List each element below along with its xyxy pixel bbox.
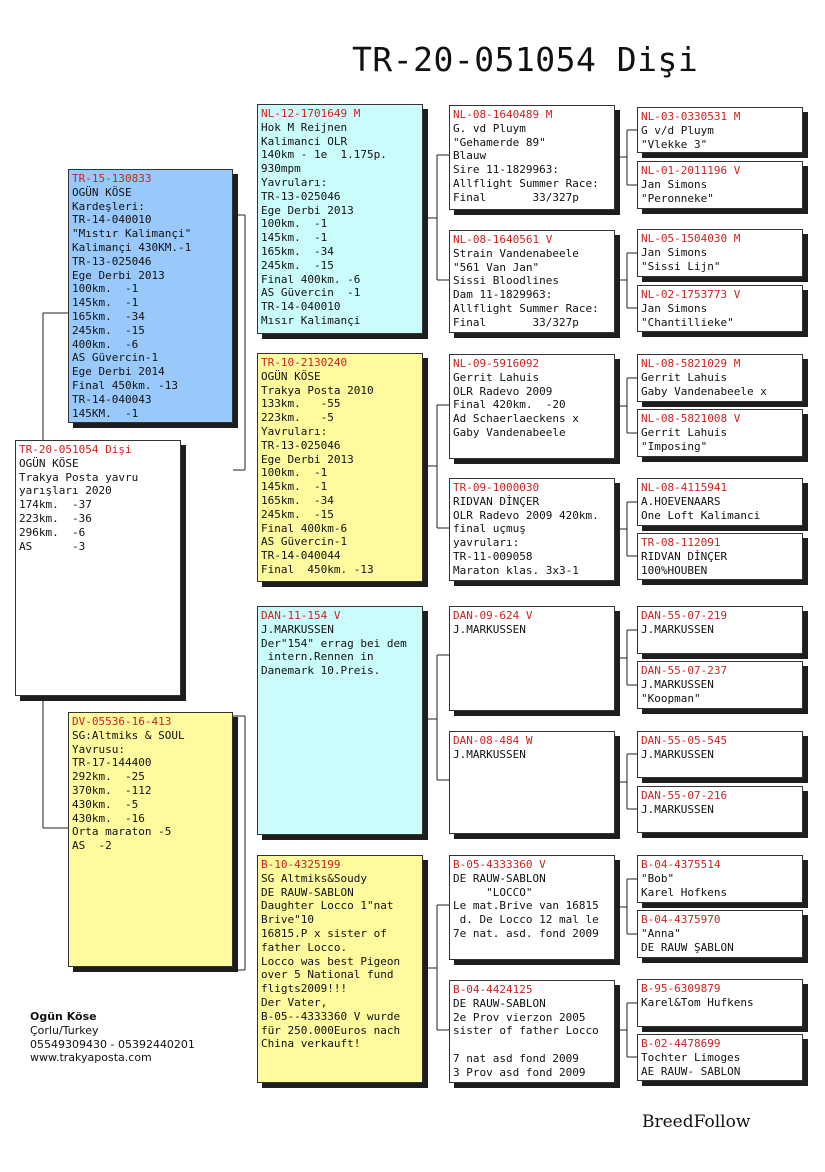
ring-number: DAN-09-624 V bbox=[453, 609, 533, 622]
card-text-line: fligts2009!!! bbox=[261, 982, 348, 996]
card-text-line: 223km. -36 bbox=[19, 511, 92, 525]
pedigree-card-ssd bbox=[449, 230, 615, 333]
card-text-line: Maraton klas. 3x3-1 bbox=[453, 563, 579, 577]
card-text-line: Locco was best Pigeon bbox=[261, 954, 401, 968]
card-text-line: SG Altmiks&Soudy bbox=[261, 871, 367, 885]
ring-number: NL-03-0330531 M bbox=[641, 110, 741, 123]
pedigree-card-subject bbox=[15, 440, 181, 696]
card-text-line: Hok M Reijnen bbox=[261, 120, 348, 134]
pedigree-card-sire bbox=[68, 169, 233, 423]
card-text-line: J.MARKUSSEN bbox=[453, 747, 526, 761]
pedigree-card-g2 bbox=[637, 161, 803, 209]
card-text-line: 3 Prov asd fond 2009 bbox=[453, 1065, 586, 1079]
card-text-line: TR-13-025046 bbox=[261, 189, 341, 203]
card-text-line: Karel&Tom Hufkens bbox=[641, 995, 754, 1009]
card-text-line: 100km. -1 bbox=[261, 217, 328, 231]
ring-number: DAN-55-07-219 bbox=[641, 609, 728, 622]
card-text-line: 930mpm bbox=[261, 162, 301, 176]
card-text-line: "Bob" bbox=[641, 871, 675, 885]
pedigree-card-g4 bbox=[637, 285, 803, 332]
card-text-line: 245km. -15 bbox=[261, 258, 334, 272]
pedigree-card-g3 bbox=[637, 229, 803, 277]
pedigree-card-g7 bbox=[637, 478, 803, 526]
card-text-line: Ege Derbi 2013 bbox=[261, 203, 354, 217]
card-text-line: Ege Derbi 2013 bbox=[261, 452, 354, 466]
card-text-line: 100km. -1 bbox=[261, 466, 328, 480]
card-text-line: Allflight Summer Race: bbox=[453, 176, 599, 190]
card-text-line: One Loft Kalimanci bbox=[641, 508, 761, 522]
card-text-line: OLR Radevo 2009 bbox=[453, 384, 553, 398]
card-text-line: 145km. -1 bbox=[261, 480, 328, 494]
card-text-line: 245km. -15 bbox=[261, 507, 334, 521]
card-text-line: Tochter Limoges bbox=[641, 1050, 741, 1064]
card-text-line: 370km. -112 bbox=[72, 783, 152, 797]
card-text-line: 100km. -1 bbox=[72, 282, 139, 296]
ring-number: DAN-08-484 W bbox=[453, 734, 533, 747]
card-text-line: Gerrit Lahuis bbox=[641, 425, 728, 439]
pedigree-card-g10 bbox=[637, 661, 803, 709]
card-text-line: Trakya Posta 2010 bbox=[261, 383, 374, 397]
ring-number: NL-08-1640489 M bbox=[453, 108, 553, 121]
pedigree-card-g9 bbox=[637, 606, 803, 654]
pedigree-card-g13 bbox=[637, 855, 803, 903]
card-text-line: Sissi Bloodlines bbox=[453, 274, 559, 288]
card-text-line: 145km. -1 bbox=[72, 296, 139, 310]
card-text-line: TR-14-040010 bbox=[261, 300, 341, 314]
ring-number: DV-05536-16-413 bbox=[72, 715, 172, 728]
card-text-line: OGÜN KÖSE bbox=[19, 456, 79, 470]
card-text-line: J.MARKUSSEN bbox=[641, 677, 714, 691]
card-text-line: 296km. -6 bbox=[19, 525, 86, 539]
card-text-line: 174km. -37 bbox=[19, 498, 92, 512]
card-text-line: intern.Rennen in bbox=[261, 650, 374, 664]
pedigree-card-sd bbox=[257, 353, 423, 582]
card-text-line: 145km. -1 bbox=[261, 231, 328, 245]
card-text-line: für 250.000Euros nach bbox=[261, 1023, 401, 1037]
card-text-line: Kalimançi 430KM.-1 bbox=[72, 240, 192, 254]
pedigree-card-g1 bbox=[637, 107, 803, 153]
card-text-line: Final 400km-6 bbox=[261, 521, 348, 535]
card-text-line: TR-13-025046 bbox=[261, 438, 341, 452]
card-text-line: 292km. -25 bbox=[72, 770, 145, 784]
ring-number: NL-08-4115941 bbox=[641, 481, 728, 494]
card-text-line: sister of father Locco bbox=[453, 1024, 599, 1038]
card-text-line: TR-14-040043 bbox=[72, 392, 152, 406]
card-text-line: 100%HOUBEN bbox=[641, 563, 708, 577]
ring-number: B-02-4478699 bbox=[641, 1037, 721, 1050]
card-text-line: Gaby Vandenabeele x bbox=[641, 384, 767, 398]
card-text-line: B-05--4333360 V wurde bbox=[261, 1009, 401, 1023]
card-text-line: Mısır Kalimançi bbox=[261, 313, 361, 327]
pedigree-card-g15 bbox=[637, 979, 803, 1027]
card-text-line: J.MARKUSSEN bbox=[261, 622, 334, 636]
card-text-line: "561 Van Jan" bbox=[453, 260, 540, 274]
card-text-line: Final 450km. -13 bbox=[72, 378, 178, 392]
pedigree-card-ss bbox=[257, 104, 423, 334]
card-text-line: "Koopman" bbox=[641, 691, 701, 705]
card-text-line: J.MARKUSSEN bbox=[453, 622, 526, 636]
card-text-line: over 5 National fund bbox=[261, 968, 394, 982]
pedigree-card-sss bbox=[449, 105, 615, 210]
ring-number: B-04-4375970 bbox=[641, 913, 721, 926]
card-text-line: father Locco. bbox=[261, 940, 348, 954]
pedigree-card-dss bbox=[449, 606, 615, 711]
pedigree-card-g5 bbox=[637, 354, 803, 402]
breeder-city: Çorlu/Turkey bbox=[30, 1023, 99, 1037]
card-text-line: Danemark 10.Preis. bbox=[261, 664, 381, 678]
card-text-line: Yavruları: bbox=[261, 175, 328, 189]
card-text-line: 400km. -6 bbox=[72, 337, 139, 351]
card-text-line: Yavrusu: bbox=[72, 742, 125, 756]
breeder-phone: 05549309430 - 05392440201 bbox=[30, 1037, 195, 1051]
card-text-line: final uçmuş bbox=[453, 522, 526, 536]
card-text-line: TR-17-144400 bbox=[72, 756, 152, 770]
card-text-line: 7e nat. asd. fond 2009 bbox=[453, 926, 599, 940]
card-text-line: Dam 11-1829963: bbox=[453, 288, 553, 302]
card-text-line: 430km. -5 bbox=[72, 797, 139, 811]
card-text-line: Le mat.Brive van 16815 bbox=[453, 899, 599, 913]
card-text-line: Jan Simons bbox=[641, 245, 708, 259]
card-text-line: Final 420km. -20 bbox=[453, 398, 566, 412]
card-text-line: Ege Derbi 2013 bbox=[72, 268, 165, 282]
ring-number: DAN-11-154 V bbox=[261, 609, 341, 622]
ring-number: NL-08-5821008 V bbox=[641, 412, 741, 425]
ring-number: TR-10-2130240 bbox=[261, 356, 348, 369]
card-text-line: 165km. -34 bbox=[261, 244, 334, 258]
card-text-line: RIDVAN DİNÇER bbox=[641, 549, 728, 563]
card-text-line: Daughter Locco 1"nat bbox=[261, 899, 394, 913]
pedigree-card-ds bbox=[257, 606, 423, 835]
ring-number: NL-08-1640561 V bbox=[453, 233, 553, 246]
card-text-line: Der"154" errag bei dem bbox=[261, 636, 407, 650]
card-text-line: Blauw bbox=[453, 149, 487, 163]
pedigree-card-sds bbox=[449, 354, 615, 459]
card-text-line: TR-11-009058 bbox=[453, 549, 533, 563]
card-text-line: OGÜN KÖSE bbox=[72, 185, 132, 199]
ring-number: DAN-55-07-216 bbox=[641, 789, 728, 802]
pedigree-card-g8 bbox=[637, 533, 803, 580]
ring-number: NL-09-5916092 bbox=[453, 357, 540, 370]
pedigree-card-dds bbox=[449, 855, 615, 960]
card-text-line: Final 33/327p bbox=[453, 315, 579, 329]
card-text-line: "LOCCO" bbox=[453, 885, 533, 899]
card-text-line: 145KM. -1 bbox=[72, 406, 139, 420]
ring-number: NL-02-1753773 V bbox=[641, 288, 741, 301]
pedigree-card-dam bbox=[68, 712, 233, 967]
card-text-line: Allflight Summer Race: bbox=[453, 301, 599, 315]
breeder-name: Ogün Köse bbox=[30, 1010, 97, 1023]
card-text-line: Kardeşleri: bbox=[72, 199, 145, 213]
card-text-line: Final 450km. -13 bbox=[261, 562, 374, 576]
card-text-line: Gerrit Lahuis bbox=[641, 370, 728, 384]
card-text-line: TR-14-040010 bbox=[72, 213, 152, 227]
pedigree-card-g12 bbox=[637, 786, 803, 833]
ring-number: NL-01-2011196 V bbox=[641, 164, 741, 177]
card-text-line: Ege Derbi 2014 bbox=[72, 365, 165, 379]
card-text-line: Jan Simons bbox=[641, 301, 708, 315]
card-text-line bbox=[453, 1038, 611, 1052]
card-text-line: Jan Simons bbox=[641, 177, 708, 191]
card-text-line: AS Güvercin -1 bbox=[261, 286, 361, 300]
card-text-line: China verkauft! bbox=[261, 1037, 361, 1051]
card-text-line: J.MARKUSSEN bbox=[641, 802, 714, 816]
card-text-line: Karel Hofkens bbox=[641, 885, 728, 899]
card-text-line: d. De Locco 12 mal le bbox=[453, 913, 599, 927]
card-text-line: DE RAUW-SABLON bbox=[453, 996, 546, 1010]
breeder-website[interactable]: www.trakyaposta.com bbox=[30, 1051, 152, 1065]
ring-number: TR-15-130833 bbox=[72, 172, 152, 185]
card-text-line: Der Vater, bbox=[261, 995, 328, 1009]
card-text-line: G v/d Pluym bbox=[641, 123, 714, 137]
card-text-line: AE RAUW- SABLON bbox=[641, 1064, 741, 1078]
card-text-line: 165km. -34 bbox=[72, 309, 145, 323]
card-text-line: TR-14-040044 bbox=[261, 549, 341, 563]
card-text-line: 245km. -15 bbox=[72, 323, 145, 337]
card-text-line: yavruları: bbox=[453, 536, 520, 550]
ring-number: B-05-4333360 V bbox=[453, 858, 546, 871]
card-text-line: A.HOEVENAARS bbox=[641, 494, 721, 508]
ring-number: TR-09-1000030 bbox=[453, 481, 540, 494]
card-text-line: "Sissi Lijn" bbox=[641, 259, 721, 273]
card-text-line: 133km. -55 bbox=[261, 397, 341, 411]
ring-number: B-04-4424125 bbox=[453, 983, 533, 996]
ring-number: B-95-6309879 bbox=[641, 982, 721, 995]
card-text-line: 223km. -5 bbox=[261, 411, 334, 425]
card-text-line: "Vlekke 3" bbox=[641, 137, 708, 151]
card-text-line: Final 400km. -6 bbox=[261, 272, 361, 286]
ring-number: DAN-55-07-237 bbox=[641, 664, 728, 677]
card-text-line: Strain Vandenabeele bbox=[453, 246, 579, 260]
card-text-line: Trakya Posta yavru bbox=[19, 470, 139, 484]
ring-number: NL-08-5821029 M bbox=[641, 357, 741, 370]
page-title: TR-20-051054 Dişi bbox=[352, 40, 699, 79]
card-text-line: "Chantillieke" bbox=[641, 315, 734, 329]
card-text-line: DE RAUW-SABLON bbox=[453, 871, 546, 885]
card-text-line: AS Güvercin-1 bbox=[261, 535, 348, 549]
card-text-line: 16815.P x sister of bbox=[261, 926, 387, 940]
ring-number: TR-08-112091 bbox=[641, 536, 721, 549]
card-text-line: Brive"10 bbox=[261, 913, 314, 927]
breeder-contact bbox=[30, 1010, 195, 1065]
card-text-line: "Imposing" bbox=[641, 439, 708, 453]
card-text-line: 165km. -34 bbox=[261, 493, 334, 507]
pedigree-card-g14 bbox=[637, 910, 803, 958]
card-text-line: J.MARKUSSEN bbox=[641, 622, 714, 636]
card-text-line: RIDVAN DİNÇER bbox=[453, 494, 540, 508]
ring-number: B-10-4325199 bbox=[261, 858, 341, 871]
card-text-line: TR-13-025046 bbox=[72, 254, 152, 268]
ring-number: DAN-55-05-545 bbox=[641, 734, 728, 747]
ring-number: TR-20-051054 Dişi bbox=[19, 443, 132, 456]
card-text-line: 140km - 1e 1.175p. bbox=[261, 148, 387, 162]
card-text-line: Gerrit Lahuis bbox=[453, 370, 540, 384]
pedigree-card-g11 bbox=[637, 731, 803, 778]
pedigree-card-dd bbox=[257, 855, 423, 1083]
card-text-line: "Peronneke" bbox=[641, 191, 714, 205]
card-text-line: 7 nat asd fond 2009 bbox=[453, 1051, 579, 1065]
card-text-line: 2e Prov vierzon 2005 bbox=[453, 1010, 586, 1024]
pedigree-card-dsd bbox=[449, 731, 615, 834]
card-text-line: "Mıstır Kalimançi" bbox=[72, 227, 192, 241]
card-text-line: AS -3 bbox=[19, 539, 86, 553]
card-text-line: Gaby Vandenabeele bbox=[453, 425, 566, 439]
brand-logo-text: BreedFollow bbox=[642, 1112, 751, 1132]
card-text-line: Yavruları: bbox=[261, 424, 328, 438]
card-text-line: DE RAUW-SABLON bbox=[261, 885, 354, 899]
card-text-line: J.MARKUSSEN bbox=[641, 747, 714, 761]
card-text-line: DE RAUW ŞABLON bbox=[641, 940, 734, 954]
card-text-line: Final 33/327p bbox=[453, 190, 579, 204]
card-text-line: Ad Schaerlaeckens x bbox=[453, 412, 579, 426]
card-text-line: yarışları 2020 bbox=[19, 484, 112, 498]
card-text-line: Sire 11-1829963: bbox=[453, 163, 559, 177]
card-text-line: Kalimanci OLR bbox=[261, 134, 348, 148]
card-text-line: 430km. -16 bbox=[72, 811, 145, 825]
card-text-line: OGÜN KÖSE bbox=[261, 369, 321, 383]
card-text-line: Orta maraton -5 bbox=[72, 825, 172, 839]
pedigree-card-ddd bbox=[449, 980, 615, 1083]
card-text-line: G. vd Pluym bbox=[453, 121, 526, 135]
ring-number: NL-12-1701649 M bbox=[261, 107, 361, 120]
card-text-line: "Gehamerde 89" bbox=[453, 135, 546, 149]
pedigree-card-sdd bbox=[449, 478, 615, 581]
pedigree-card-g6 bbox=[637, 409, 803, 457]
card-text-line: AS Güvercin-1 bbox=[72, 351, 159, 365]
ring-number: NL-05-1504030 M bbox=[641, 232, 741, 245]
card-text-line: OLR Radevo 2009 420km. bbox=[453, 508, 599, 522]
card-text-line: SG:Altmiks & SOUL bbox=[72, 728, 185, 742]
card-text-line: AS -2 bbox=[72, 839, 112, 853]
pedigree-card-g16 bbox=[637, 1034, 803, 1081]
card-text-line: "Anna" bbox=[641, 926, 681, 940]
ring-number: B-04-4375514 bbox=[641, 858, 721, 871]
